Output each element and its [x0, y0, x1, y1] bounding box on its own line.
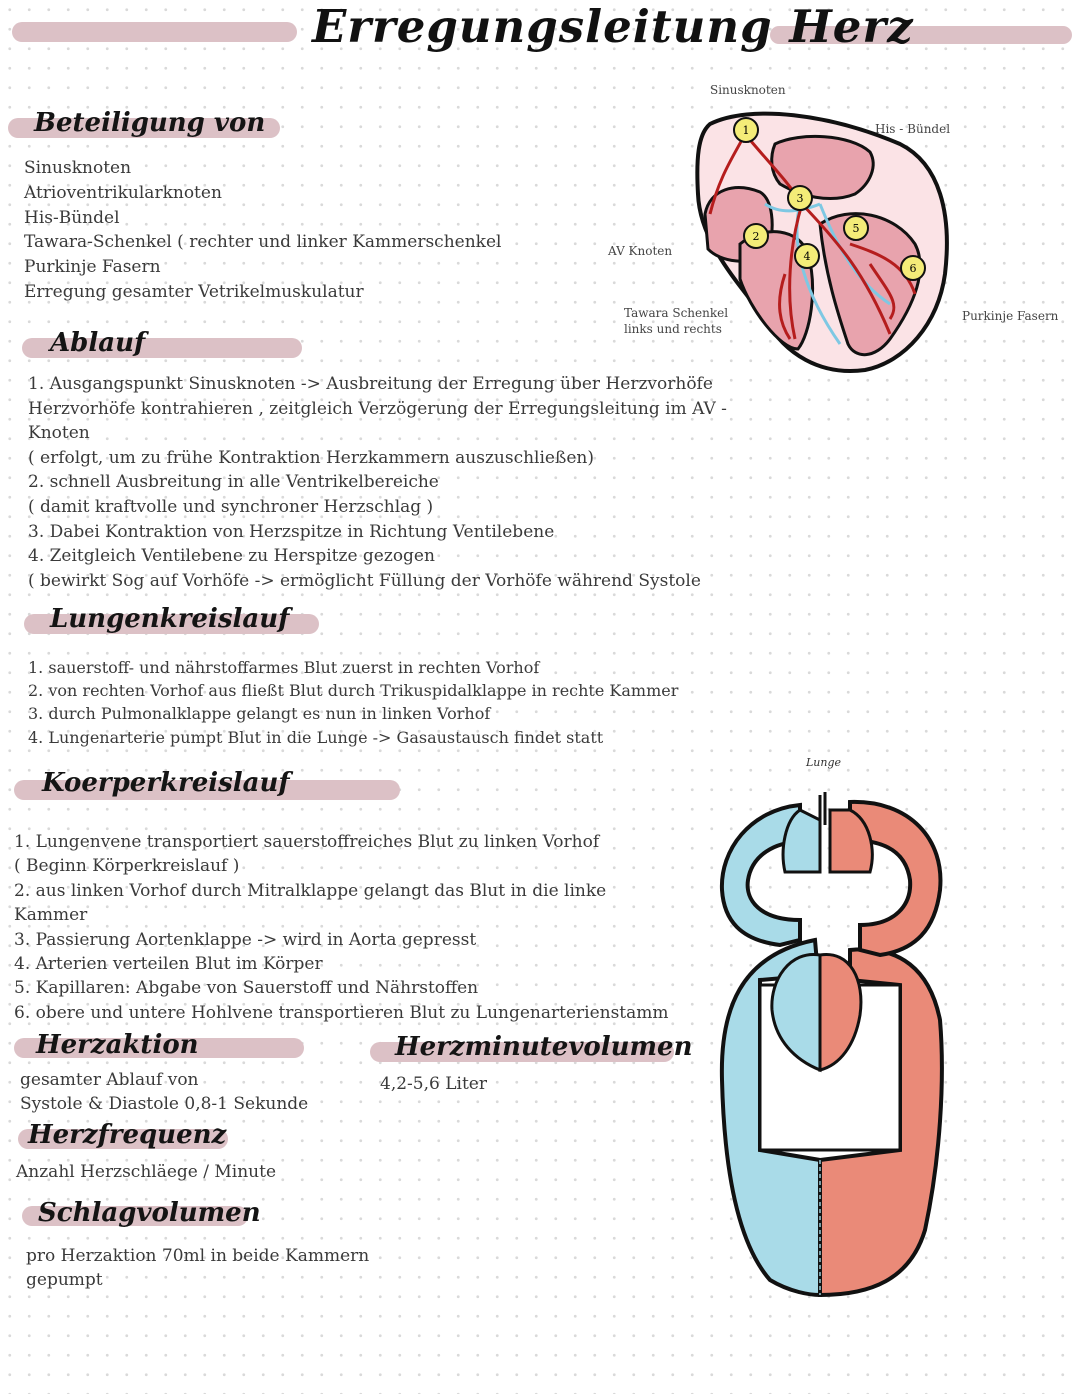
list-item: gesamter Ablauf von	[20, 1070, 199, 1090]
label-tawara-1: Tawara Schenkel	[624, 306, 729, 320]
marker-2	[744, 224, 768, 248]
list-item: 2. schnell Ausbreitung in alle Ventrikelbereiche	[28, 472, 439, 493]
label-purkinje: Purkinje Fasern	[962, 309, 1059, 323]
list-item: 5. Kapillaren: Abgabe von Sauerstoff und Nährstoffen	[14, 978, 479, 999]
heading-ablauf: Ablauf	[50, 328, 146, 358]
header-bar-left	[12, 22, 297, 42]
list-item: gepumpt	[26, 1270, 103, 1290]
list-lungenkreislauf	[28, 656, 678, 749]
list-item: 6. obere und untere Hohlvene transportieren Blut zu Lungenarterienstamm	[14, 1002, 669, 1023]
marker-4-text: 4	[803, 250, 811, 263]
marker-4	[795, 244, 819, 268]
marker-5-text: 5	[852, 222, 860, 235]
list-item: Knoten	[28, 423, 90, 444]
marker-3-text: 3	[796, 192, 804, 205]
list-item: 3. Passierung Aortenklappe -> wird in Aorta gepresst	[14, 929, 477, 950]
list-item: 1. sauerstoff- und nährstoffarmes Blut zuerst in rechten Vorhof	[28, 658, 540, 677]
list-koerperkreislauf	[14, 830, 669, 1025]
label-lunge: Lunge	[806, 756, 842, 769]
page-title: Erregungsleitung Herz	[312, 0, 914, 53]
list-item: Atrioventrikularknoten	[24, 182, 222, 203]
list-item: 3. Dabei Kontraktion von Herzspitze in Richtung Ventilebene	[28, 521, 555, 542]
list-item: 1. Lungenvene transportiert sauerstoffreiches Blut zu linken Vorhof	[14, 832, 600, 852]
list-item: Herzvorhöfe kontrahieren , zeitgleich Verzögerung der Erregungsleitung im AV -	[28, 398, 727, 419]
label-tawara-2: links und rechts	[624, 322, 722, 336]
list-item: 3. durch Pulmonalklappe gelangt es nun in linken Vorhof	[28, 704, 491, 724]
list-item: ( bewirkt Sog auf Vorhöfe -> ermöglicht Füllung der Vorhöfe während Systole	[28, 570, 701, 591]
list-item: 1. Ausgangspunkt Sinusknoten -> Ausbreitung der Erregung über Herzvorhöfe	[28, 374, 713, 394]
label-av-knoten: AV Knoten	[608, 244, 673, 258]
list-item: Purkinje Fasern	[24, 257, 161, 278]
list-item: 4. Lungenarterie pumpt Blut in die Lunge -> Gasaustausch findet statt	[28, 727, 604, 747]
list-item: ( erfolgt, um zu frühe Kontraktion Herzkammern auszuschließen)	[28, 447, 594, 468]
heart-markers	[690, 104, 960, 384]
list-herzfrequenz	[16, 1160, 276, 1185]
marker-3	[788, 186, 812, 210]
list-item: 4,2-5,6 Liter	[380, 1074, 487, 1094]
list-item: ( Beginn Körperkreislauf )	[14, 856, 240, 877]
label-sinusknoten: Sinusknoten	[710, 83, 786, 97]
list-ablauf	[28, 372, 727, 593]
list-item: ( damit kraftvolle und synchroner Herzschlag )	[28, 496, 434, 517]
marker-5	[844, 216, 868, 240]
list-item: Kammer	[14, 905, 88, 926]
list-item: His-Bündel	[24, 207, 120, 228]
trachea	[820, 792, 825, 825]
list-item: Erregung gesamter Vetrikelmuskulatur	[24, 281, 364, 302]
heading-schlagvolumen: Schlagvolumen	[38, 1198, 261, 1228]
heading-beteiligung: Beteiligung von	[34, 108, 266, 138]
marker-1	[734, 118, 758, 142]
list-item: pro Herzaktion 70ml in beide Kammern	[26, 1246, 370, 1266]
list-item: 2. von rechten Vorhof aus fließt Blut durch Trikuspidalklappe in rechte Kammer	[28, 681, 679, 701]
list-item: 4. Zeitgleich Ventilebene zu Herspitze gezogen	[28, 546, 435, 567]
list-herzminutenvolumen	[380, 1072, 487, 1097]
heading-lungenkreislauf: Lungenkreislauf	[50, 604, 290, 634]
list-item: Tawara-Schenkel ( rechter und linker Kammerschenkel	[24, 232, 502, 253]
list-item: Anzahl Herzschläege / Minute	[16, 1162, 277, 1182]
marker-2-text: 2	[752, 230, 760, 243]
marker-6-text: 6	[909, 262, 917, 275]
heading-herzaktion: Herzaktion	[36, 1030, 199, 1060]
label-his-buendel: His - Bündel	[875, 122, 951, 136]
list-item: Systole & Diastole 0,8-1 Sekunde	[20, 1094, 309, 1114]
heading-koerperkreislauf: Koerperkreislauf	[42, 768, 290, 798]
circulation-diagram	[700, 780, 965, 1305]
list-item: Sinusknoten	[24, 158, 132, 178]
list-herzaktion	[20, 1068, 308, 1116]
marker-1-text: 1	[742, 124, 750, 137]
heading-herzfrequenz: Herzfrequenz	[28, 1120, 227, 1150]
list-item: 4. Arterien verteilen Blut im Körper	[14, 954, 323, 975]
list-schlagvolumen	[26, 1244, 369, 1292]
heading-herzminutenvolumen: Herzminutevolumen	[395, 1032, 693, 1062]
marker-6	[901, 256, 925, 280]
list-beteiligung	[24, 156, 501, 305]
list-item: 2. aus linken Vorhof durch Mitralklappe gelangt das Blut in die linke	[14, 880, 607, 901]
